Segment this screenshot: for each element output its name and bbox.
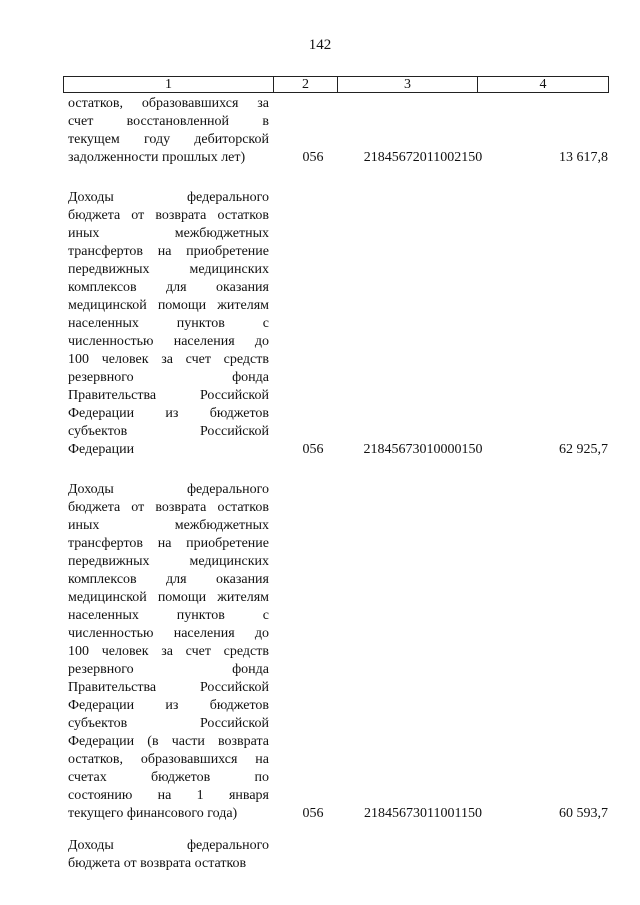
description-line: бюджета от возврата остатков: [68, 208, 269, 223]
table-row: [68, 95, 608, 167]
description-line: иных межбюджетных: [68, 518, 269, 533]
amount-value: 13 617,8: [559, 150, 608, 165]
description-line: счет восстановленной в: [68, 114, 269, 129]
description-line: Федерации: [68, 442, 135, 457]
description-line: Правительства Российской: [68, 680, 269, 695]
description-line: численностью населения до: [68, 626, 269, 641]
amount-value: 60 593,7: [559, 806, 608, 821]
description-line: трансфертов на приобретение: [68, 536, 269, 551]
description-line: населенных пунктов с: [68, 316, 269, 331]
description-line: состоянию на 1 января: [68, 788, 269, 803]
header-col-2: 2: [274, 77, 338, 92]
description-line: бюджета от возврата остатков: [68, 500, 269, 515]
description-line: Федерации из бюджетов: [68, 406, 269, 421]
table-row: [68, 189, 608, 459]
description-line: медицинской помощи жителям: [68, 298, 269, 313]
description-line: текущего финансового года): [68, 806, 238, 821]
description-line: комплексов для оказания: [68, 280, 269, 295]
description-line: передвижных медицинских: [68, 262, 269, 277]
description-line: медицинской помощи жителям: [68, 590, 269, 605]
table-body: [68, 95, 608, 873]
description-line: текущем году дебиторской: [68, 132, 269, 147]
description-line: передвижных медицинских: [68, 554, 269, 569]
header-col-3: 3: [338, 77, 478, 92]
description-line: иных межбюджетных: [68, 226, 269, 241]
description-line: 100 человек за счет средств: [68, 644, 269, 659]
description-line: Федерации (в части возврата: [68, 734, 269, 749]
description-line: комплексов для оказания: [68, 572, 269, 587]
admin-code: 056: [302, 806, 324, 821]
table-row: [68, 837, 608, 873]
description-line: Правительства Российской: [68, 388, 269, 403]
page-number: 142: [308, 37, 332, 53]
description-line: 100 человек за счет средств: [68, 352, 269, 367]
row-description: [68, 95, 269, 167]
row-description: [68, 481, 269, 823]
description-line: резервного фонда: [68, 370, 269, 385]
row-description: [68, 189, 269, 459]
table-row: [68, 481, 608, 823]
description-line: задолженности прошлых лет): [68, 150, 246, 165]
description-line: Федерации из бюджетов: [68, 698, 269, 713]
description-line: Доходы федерального: [68, 190, 269, 205]
budget-classification-code: 21845673010000150: [363, 442, 483, 457]
budget-classification-code: 21845673011001150: [364, 806, 482, 821]
description-line: Доходы федерального: [68, 838, 269, 853]
table-header-row: [63, 76, 609, 93]
description-line: остатков, образовавшихся за: [68, 96, 269, 111]
admin-code: 056: [302, 442, 324, 457]
description-line: трансфертов на приобретение: [68, 244, 269, 259]
description-line: численностью населения до: [68, 334, 269, 349]
header-col-4: 4: [539, 77, 547, 92]
row-description: [68, 837, 269, 873]
description-line: остатков, образовавшихся на: [68, 752, 269, 767]
admin-code: 056: [302, 150, 324, 165]
description-line: субъектов Российской: [68, 716, 269, 731]
description-line: населенных пунктов с: [68, 608, 269, 623]
description-line: резервного фонда: [68, 662, 269, 677]
description-line: Доходы федерального: [68, 482, 269, 497]
budget-classification-code: 21845672011002150: [363, 150, 483, 165]
header-col-1: 1: [64, 77, 274, 92]
description-line: бюджета от возврата остатков: [68, 856, 247, 871]
amount-value: 62 925,7: [559, 442, 608, 457]
description-line: счетах бюджетов по: [68, 770, 269, 785]
description-line: субъектов Российской: [68, 424, 269, 439]
